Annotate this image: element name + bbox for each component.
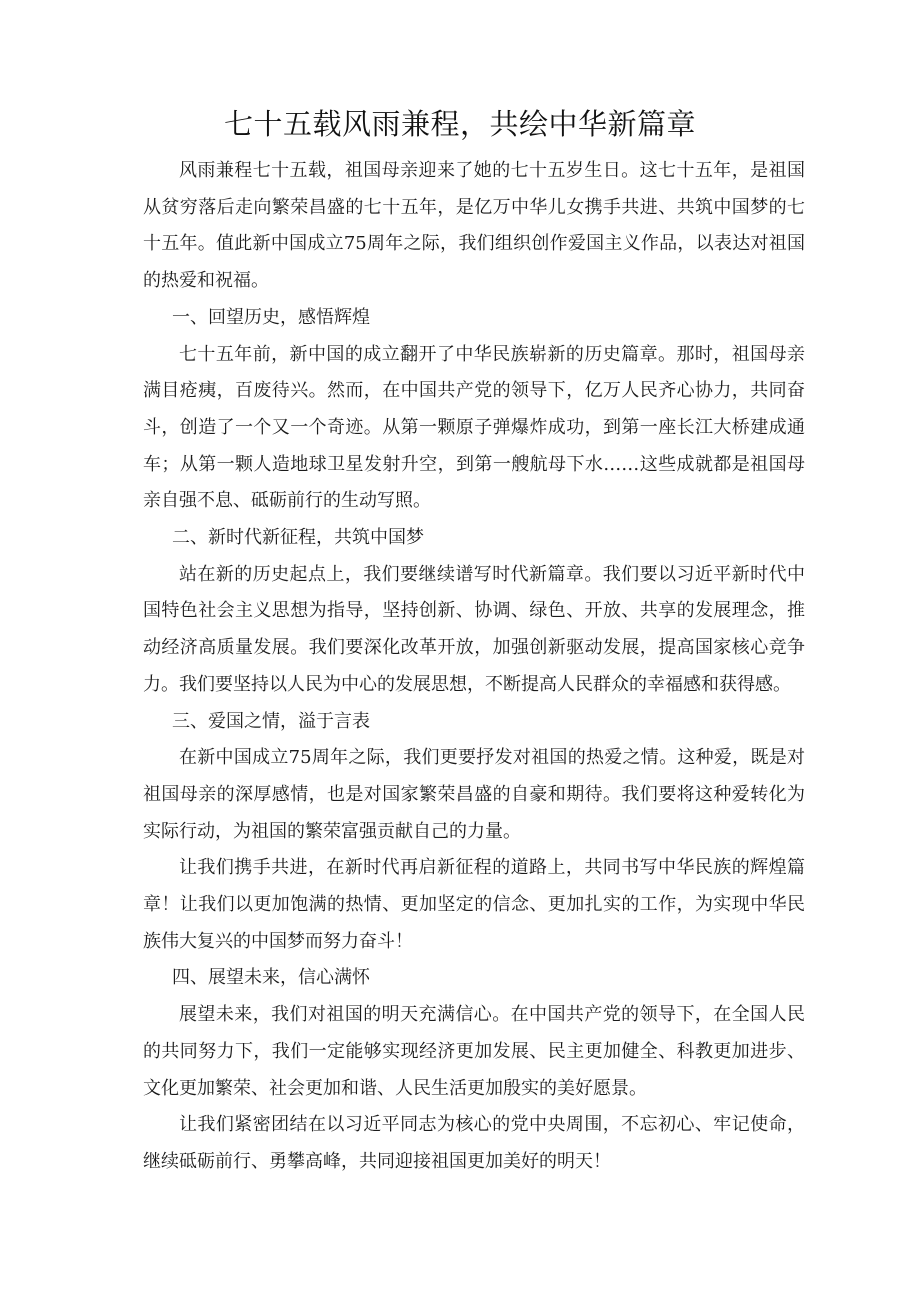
paragraph-intro: 风雨兼程七十五载，祖国母亲迎来了她的七十五岁生日。这七十五年，是祖国从贫穷落后走向繁荣昌盛的七十五年，是亿万中华儿女携手共进、共筑中国梦的七十五年。值此新中国成立75周年之际，我们组织创作爱国主义作品，以表达对祖国的热爱和祝福。 xyxy=(143,160,805,292)
section-heading-3: 三、爱国之情，溢于言表 xyxy=(172,710,370,732)
section-heading-1: 一、回望历史，感悟辉煌 xyxy=(172,306,370,328)
paragraph-new-era: 站在新的历史起点上，我们要继续谱写时代新篇章。我们要以习近平新时代中国特色社会主义思想为指导，坚持创新、协调、绿色、开放、共享的发展理念，推动经济高质量发展。我们要深化改革开放，加强创新驱动发展，提高国家核心竞争力。我们要坚持以人民为中心的发展思想，不断提高人民群众的幸福感和获得感。 xyxy=(143,563,805,695)
document-title: 七十五载风雨兼程，共绘中华新篇章 xyxy=(223,107,696,141)
paragraph-patriotism: 在新中国成立75周年之际，我们更要抒发对祖国的热爱之情。这种爱，既是对祖国母亲的深厚感情，也是对国家繁荣昌盛的自豪和期待。我们要将这种爱转化为实际行动，为祖国的繁荣富强贡献自己的力量。 xyxy=(143,747,805,842)
paragraph-closing: 让我们紧密团结在以习近平同志为核心的党中央周围，不忘初心、牢记使命，继续砥砺前行、勇攀高峰，共同迎接祖国更加美好的明天！ xyxy=(143,1114,805,1172)
paragraph-call-to-action: 让我们携手共进，在新时代再启新征程的道路上，共同书写中华民族的辉煌篇章！让我们以更加饱满的热情、更加坚定的信念、更加扎实的工作，为实现中华民族伟大复兴的中国梦而努力奋斗！ xyxy=(143,857,805,952)
document-body xyxy=(143,153,805,1181)
section-heading-4: 四、展望未来，信心满怀 xyxy=(172,967,370,989)
paragraph-future: 展望未来，我们对祖国的明天充满信心。在中国共产党的领导下，在全国人民的共同努力下，我们一定能够实现经济更加发展、民主更加健全、科教更加进步、文化更加繁荣、社会更加和谐、人民生活更加殷实的美好愿景。 xyxy=(143,1004,805,1099)
section-heading-2: 二、新时代新征程，共筑中国梦 xyxy=(172,527,424,549)
paragraph-history: 七十五年前，新中国的成立翻开了中华民族崭新的历史篇章。那时，祖国母亲满目疮痍，百废待兴。然而，在中国共产党的领导下，亿万人民齐心协力，共同奋斗，创造了一个又一个奇迹。从第一颗原子弹爆炸成功，到第一座长江大桥建成通车；从第一颗人造地球卫星发射升空，到第一艘航母下水……这些成就都是祖国母亲自强不息、砥砺前行的生动写照。 xyxy=(143,343,805,512)
